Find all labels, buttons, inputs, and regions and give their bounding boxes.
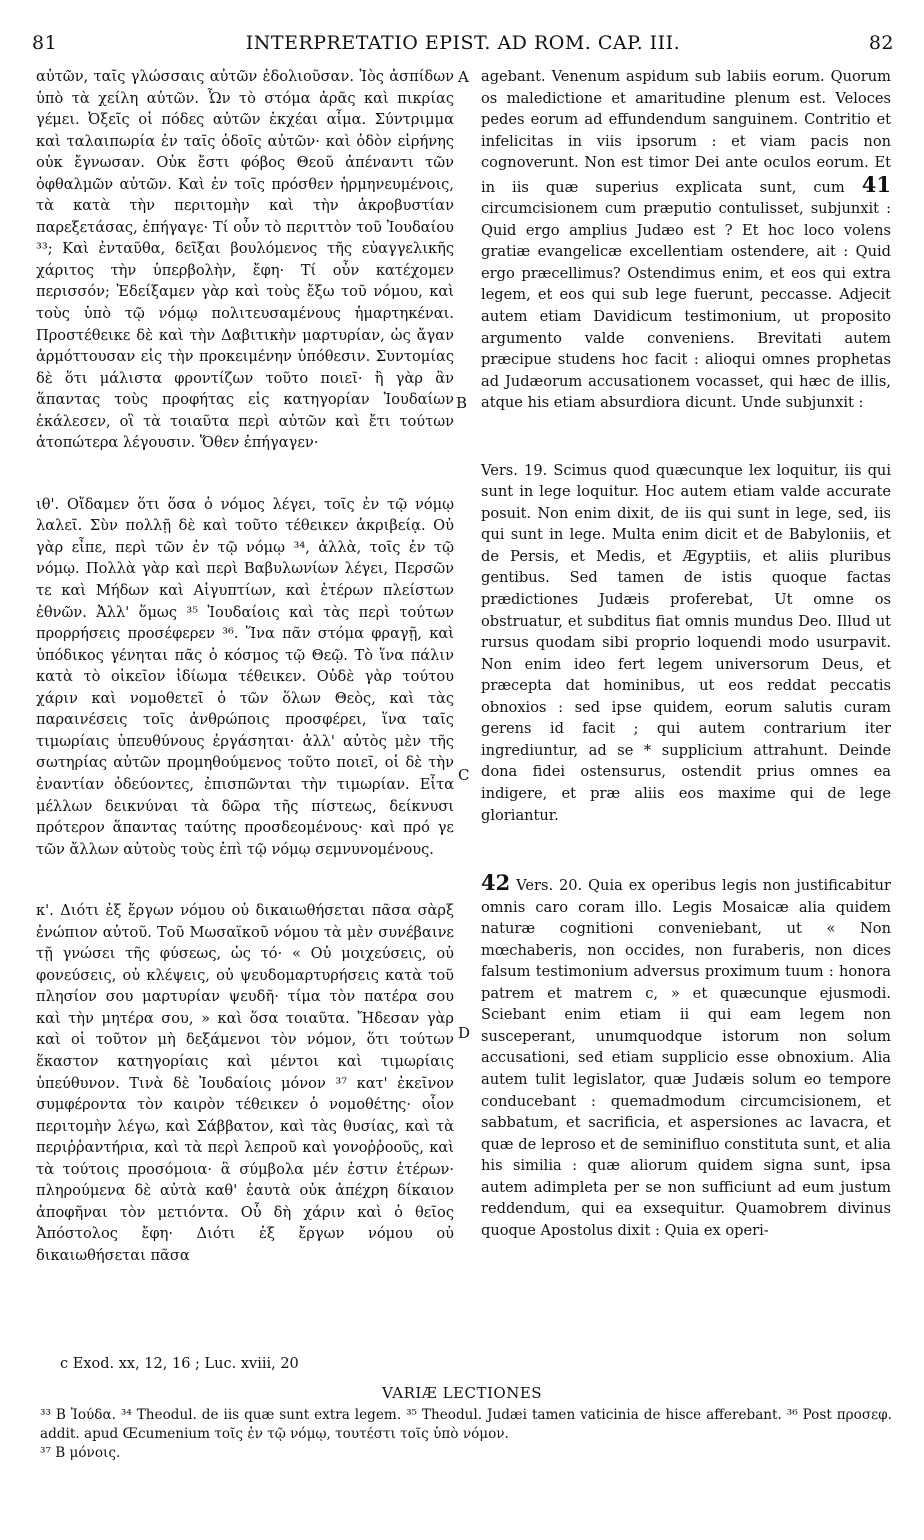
greek-column xyxy=(36,66,454,1266)
page-header xyxy=(32,32,894,60)
greek-paragraph-1: αὐτῶν, ταῖς γλώσσαις αὐτῶν ἐδολιοῦσαν. Ἰὸς ἀσπίδων ὑπὸ τὰ χείλη αὐτῶν. Ὧν τὸ στόμα ἀρᾶς καὶ πικρίας γέμει. Ὀξεῖς οἱ πόδες αὐτῶν ἐκχέαι αἷμα. Σύντριμμα καὶ ταλαιπωρία ἐν ταῖς ὁδοῖς αὐτῶν· καὶ ὁδὸν εἰρήνης οὐκ ἔγνωσαν. Οὐκ ἔστι φόβος Θεοῦ ἀπέναντι τῶν ὀφθαλμῶν αὐτῶν. Καὶ ἐν τοῖς πρόσθεν ἡρμηνευμένοις, τὰ κατὰ τὴν περιτομὴν καὶ τὴν ἀκροβυστίαν παρεξετάσας, ἐπήγαγε· Τί οὖν τὸ περιττὸν τοῦ Ἰουδαίου ³³; Καὶ ἐνταῦθα, δεῖξαι βουλόμενος τῆς εὐαγγελικῆς χάριτος τὴν ὑπερβολὴν, ἔφη· Τί οὖν κατέχομεν περισσόν; Ἐδείξαμεν γὰρ καὶ τοὺς ἔξω τοῦ νόμου, καὶ τοὺς ὑπὸ τῷ νόμῳ πολιτευσαμένους ἡμαρτηκέναι. Προστέθεικε δὲ καὶ τὴν Δαβιτικὴν μαρτυρίαν, ὡς ἄγαν ἁρμόττουσαν εἰς τὴν προκειμένην ὑπόθεσιν. Συντομίας δὲ ὅτι μάλιστα φροντίζων τοῦτο ποιεῖ· ἢ γὰρ ἂν ἅπαντας τοὺς προφήτας εἰς κατηγορίαν Ἰουδαίων ἐκάλεσεν, οἳ τὰ τοιαῦτα περὶ αὐτῶν καὶ ἔτι τούτων ἀτοπώτερα λέγουσιν. Ὅθεν ἐπήγαγεν· xyxy=(36,68,454,452)
greek-paragraph-3: κ'. Διότι ἐξ ἔργων νόμου οὐ δικαιωθήσεται πᾶσα σὰρξ ἐνώπιον αὐτοῦ. Τοῦ Μωσαϊκοῦ νόμου τὰ μὲν συνέβαινε τῇ γνώσει τῆς φύσεως, ὡς τό· « Οὐ μοιχεύσεις, οὐ φονεύσεις, οὐ κλέψεις, οὐ ψευδομαρτυρήσεις κατὰ τοῦ πλησίον σου μαρτυρίαν ψευδῆ· τίμα τὸν πατέρα σου καὶ τὴν μητέρα σου, » καὶ ὅσα τοιαῦτα. Ἤδεσαν γὰρ καὶ οἱ τοῦτον μὴ δεξάμενοι τὸν νόμον, ὅτι τούτων ἕκαστον κατηγορίαις καὶ μέντοι καὶ τιμωρίαις ὑπεύθυνον. Τινὰ δὲ Ἰουδαίοις μόνον ³⁷ κατ' ἐκεῖνον συμφέροντα τὸν καιρὸν τέθεικεν ὁ νομοθέτης· οἷον περιτομὴν λέγω, καὶ Σάββατον, καὶ τὰς θυσίας, καὶ τὰ περιῤῥαντήρια, καὶ τὰ περὶ λεπροῦ καὶ γονοῤῥοοῦς, καὶ τὰ τούτοις προσόμοια· ἃ σύμβολα μέν ἐστιν ἑτέρων· πληρούμενα δὲ αὐτὰ καθ' ἑαυτὰ οὐκ ἀπέχρη δίκαιον ἀποφῆναι τὸν μετιόντα. Οὗ δὴ χάριν καὶ ὁ θεῖος Ἀπόστολος ἔφη· Διότι ἐξ ἔργων νόμου οὐ δικαιωθήσεται πᾶσα xyxy=(36,902,454,1264)
latin-column xyxy=(481,66,891,1241)
footnote: c Exod. xx, 12, 16 ; Luc. xviii, 20 xyxy=(60,1356,299,1372)
margin-mark-c: C xyxy=(458,766,470,784)
section-number-41: 41 xyxy=(861,171,891,197)
margin-mark-b: B xyxy=(456,394,468,412)
variae-line-1: ³³ B Ἰούδα. ³⁴ Theodul. de iis quæ sunt extra legem. ³⁵ Theodul. Judæi tamen vaticinia de hisce afferebant. ³⁶ Post προσεφ. addit. apud Œcumenium τοῖς ἐν τῷ νόμῳ, τουτέστι τοῖς ὑπὸ νόμον. xyxy=(40,1407,892,1442)
variae-lectiones-title: VARIÆ LECTIONES xyxy=(381,1384,543,1402)
variae-lectiones xyxy=(40,1406,892,1463)
running-title: INTERPRETATIO EPIST. AD ROM. CAP. III. xyxy=(245,32,681,54)
latin-paragraph-3 xyxy=(481,872,891,1241)
margin-mark-d: D xyxy=(458,1024,471,1042)
latin-paragraph-1b: circumcisionem cum præputio contulisset, subjunxit : Quid ergo amplius Judæo est ? Et hoc loco volens gratiæ evangelicæ excellentiam ostendere, ait : Quid ergo præcellimus? Ostendimus enim, et eos qui extra legem, et eos qui sub lege fuerunt, peccasse. Adjecit autem etiam Davidicum testimonium, ut proposito argumento valde conveniens. Brevitati autem præcipue studens hoc facit : alioqui omnes prophetas ad Judæorum accusationem vocasset, qui hæc de illis, atque his etiam absurdiora dicunt. Unde subjunxit : xyxy=(481,200,891,412)
latin-paragraph-1a: agebant. Venenum aspidum sub labiis eorum. Quorum os maledictione et amaritudine plenum est. Veloces pedes eorum ad effundendum sanguinem. Contritio et infelicitas in viis ipsorum : et viam pacis non cognoverunt. Non est timor Dei ante oculos eorum. Et in iis quæ superius explicata sunt, cum xyxy=(481,68,891,196)
margin-mark-a: A xyxy=(458,68,469,86)
section-number-42: 42 xyxy=(481,870,511,896)
variae-line-2: ³⁷ B μόνοις. xyxy=(40,1445,121,1461)
latin-paragraph-1 xyxy=(481,66,891,414)
latin-paragraph-2: Vers. 19. Scimus quod quæcunque lex loquitur, iis qui sunt in lege loquitur. Hoc autem etiam valde accurate posuit. Non enim dixit, de iis qui sunt in lege, sed, iis qui sunt in lege. Multa enim dicit et de Babyloniis, et de Persis, et Medis, et Ægyptiis, et aliis pluribus gentibus. Sed tamen de istis quoque factas prædictiones Judæis proferebat, Ut omne os obstruatur, et subditus fiat omnis mundus Deo. Illud ut rursus quodam sibi proprio loquendi modo usurpavit. Non enim ideo fert legem universorum Deus, et præcepta dat hominibus, ut eos reddat peccatis obnoxios : sed ipse quidem, eorum salutis curam gerens id facit ; qui autem contrarium iter ingrediuntur, ad se * supplicium attrahunt. Deinde dona fidei ostensurus, ostendit prius omnes ea indigere, et præ aliis eos maxime qui de lege gloriantur. xyxy=(481,461,891,824)
latin-paragraph-3-text: Vers. 20. Quia ex operibus legis non justificabitur omnis caro coram illo. Legis Mosaicæ alia quidem naturæ cognitioni conveniebant, ut « Non mœchaberis, non occides, non furaberis, non dices falsum testimonium adversus proximum tuum : honora patrem et matrem c, » et quæcunque ejusmodi. Sciebant enim etiam ii qui eam legem non susceperant, unumquodque istorum non solum accusationi, sed etiam supplicio esse obnoxium. Alia autem tulit legislator, quæ Judæis solum eo tempore conducebant : quemadmodum circumcisionem, et sabbatum, et sacrificia, et aspersiones ac lavacra, et quæ de leproso et de seminifluo constituta sunt, et alia his similia : quæ aliorum quidem signa sunt, ipsa autem adimpleta per se non sufficiunt ad eum justum reddendum, qui ea exsequitur. Quamobrem divinus quoque Apostolus dixit : Quia ex operi- xyxy=(481,877,891,1239)
page-number-left: 81 xyxy=(32,32,58,54)
page-number-right: 82 xyxy=(868,32,894,54)
greek-paragraph-2: ιθ'. Οἴδαμεν ὅτι ὅσα ὁ νόμος λέγει, τοῖς ἐν τῷ νόμῳ λαλεῖ. Σὺν πολλῇ δὲ καὶ τοῦτο τέθεικεν ἀκριβείᾳ. Οὐ γὰρ εἶπε, περὶ τῶν ἐν τῷ νόμῳ ³⁴, ἀλλὰ, τοῖς ἐν τῷ νόμῳ. Πολλὰ γὰρ καὶ περὶ Βαβυλωνίων λέγει, Περσῶν τε καὶ Μήδων καὶ Αἰγυπτίων, καὶ ἑτέρων πλείστων ἐθνῶν. Ἀλλ' ὅμως ³⁵ Ἰουδαίοις καὶ τὰς περὶ τούτων προρρήσεις προσέφερεν ³⁶. Ἵνα πᾶν στόμα φραγῇ, καὶ ὑπόδικος γένηται πᾶς ὁ κόσμος τῷ Θεῷ. Τὸ ἵνα πάλιν κατὰ τὸ οἰκεῖον ἰδίωμα τέθεικεν. Οὐδὲ γὰρ τούτου χάριν καὶ νομοθετεῖ ὁ τῶν ὅλων Θεὸς, καὶ τὰς παραινέσεις τοῖς ἀνθρώποις προσφέρει, ἵνα ταῖς τιμωρίαις ὑπευθύνους ἐργάσηται· ἀλλ' αὐτὸς μὲν τῆς σωτηρίας αὐτῶν προμηθούμενος τοῦτο ποιεῖ, οἱ δὲ τὴν ἐναντίαν ὁδεύοντες, ἐπισπῶνται τὴν τιμωρίαν. Εἶτα μέλλων δεικνύναι τὰ δῶρα τῆς πίστεως, δείκνυσι πρότερον ἅπαντας ταύτης προσδεομένους· καὶ πρό γε τῶν ἄλλων αὐτοὺς τοὺς ἐπὶ τῷ νόμῳ σεμνυνομένους. xyxy=(36,495,454,858)
